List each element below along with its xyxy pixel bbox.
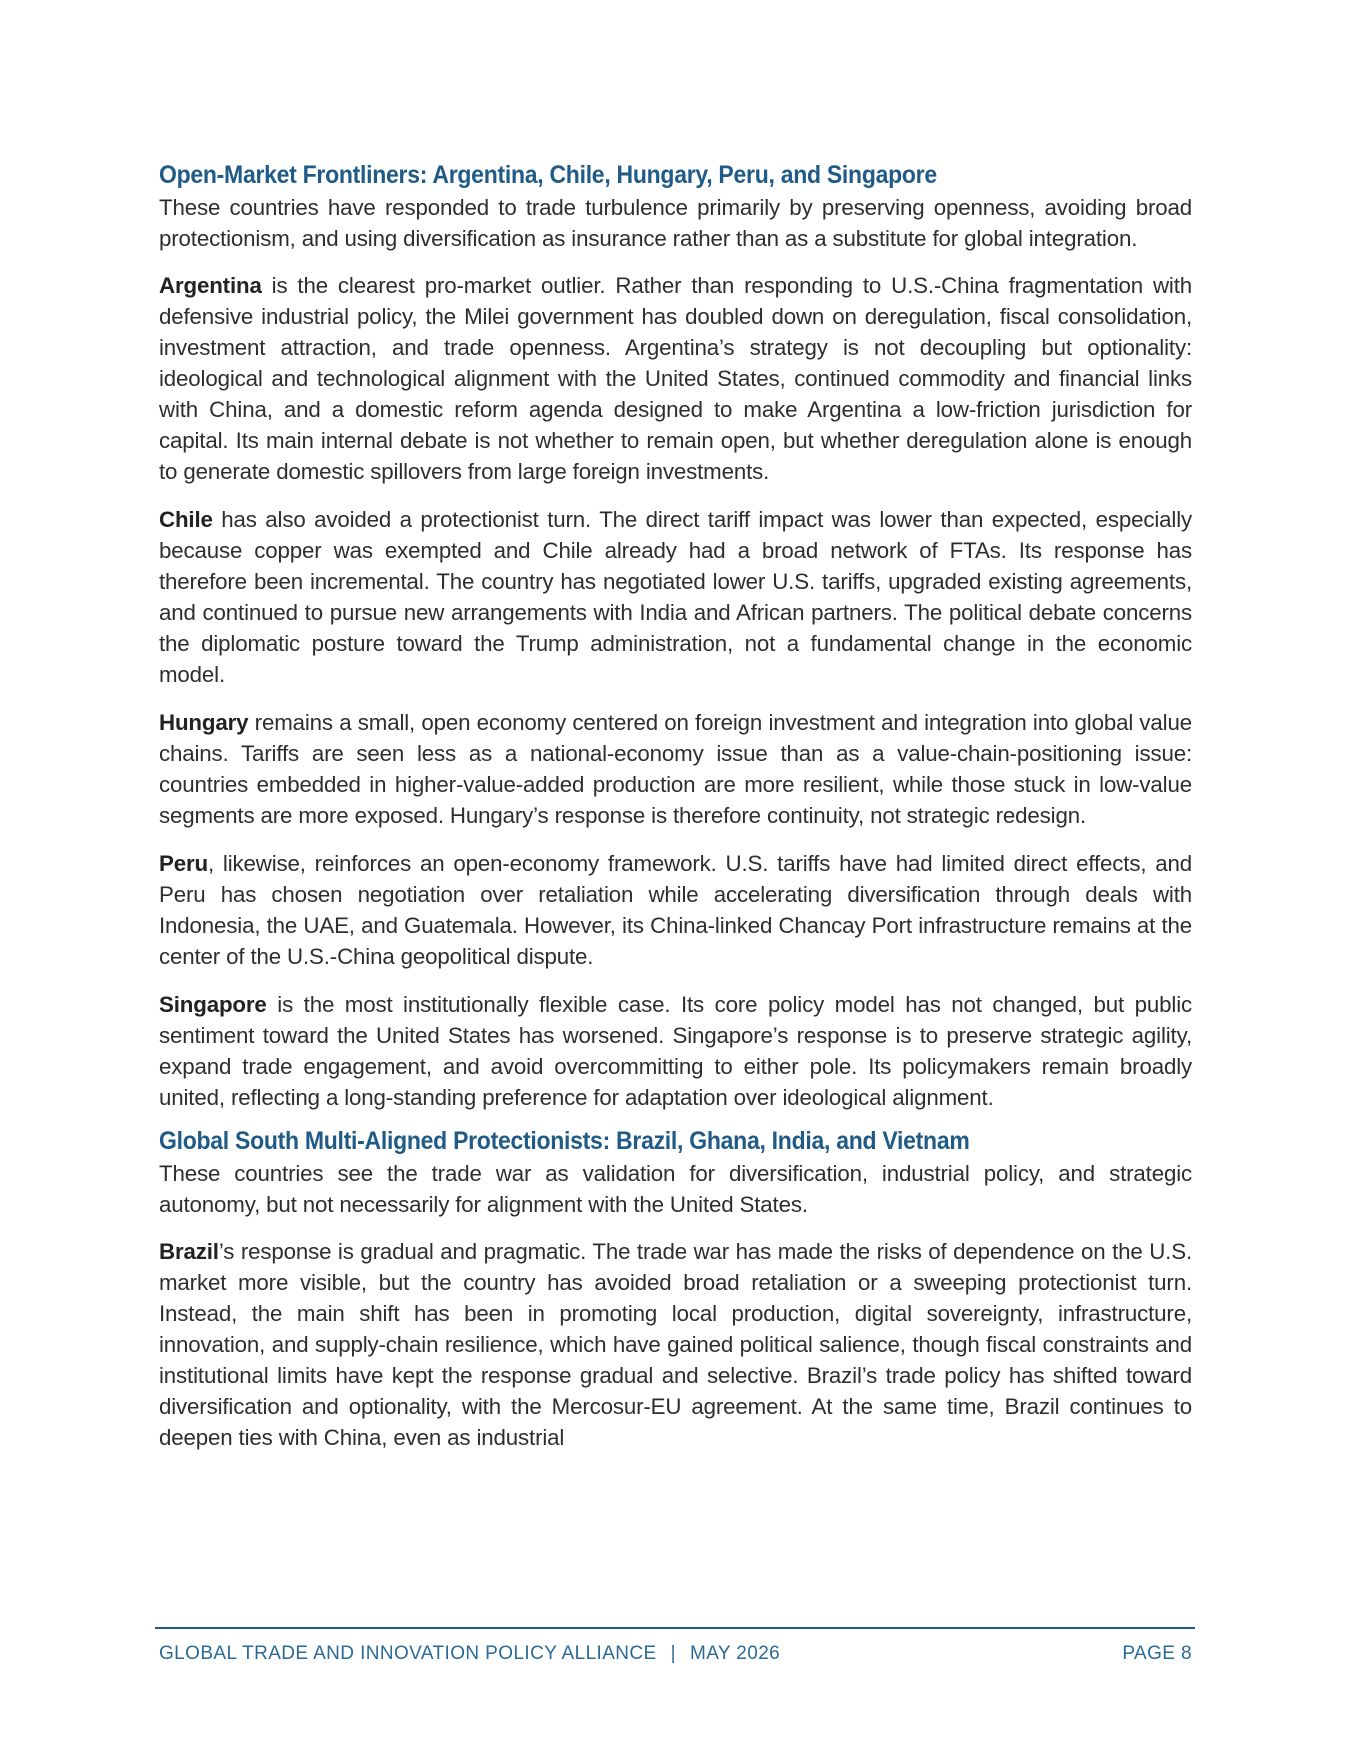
paragraph-argentina <box>159 270 1192 487</box>
country-name-peru: Peru <box>159 851 208 876</box>
footer-date: MAY 2026 <box>689 1643 781 1664</box>
paragraph-text: remains a small, open economy centered on foreign investment and integration into global value chains. Tariffs are seen less as a national-economy issue than as a value-chain-positioning issue: countries embedded in higher-value-added production are more resilient, while those stuck in low-value segments are more exposed. Hungary’s response is therefore continuity, not strategic redesign. <box>159 710 1192 828</box>
paragraph-text: is the clearest pro-market outlier. Rather than responding to U.S.-China fragmentation with defensive industrial policy, the Milei government has doubled down on deregulation, fiscal consolidation, investment attraction, and trade openness. Argentina’s strategy is not decoupling but optionality: ideological and technological alignment with the United States, continued commodity and financial links with China, and a domestic reform agenda designed to make Argentina a low-friction jurisdiction for capital. Its main internal debate is not whether to remain open, but whether deregulation alone is enough to generate domestic spillovers from large foreign investments. <box>159 273 1192 484</box>
paragraph-singapore <box>159 989 1192 1113</box>
paragraph-text: is the most institutionally flexible case. Its core policy model has not changed, but public sentiment toward the United States has worsened. Singapore’s response is to preserve strategic agility, expand trade engagement, and avoid overcommitting to either pole. Its policymakers remain broadly united, reflecting a long-standing preference for adaptation over ideological alignment. <box>159 992 1192 1110</box>
paragraph-brazil <box>159 1236 1192 1453</box>
country-name-chile: Chile <box>159 507 213 532</box>
section-heading-open-market: Open-Market Frontliners: Argentina, Chile, Hungary, Peru, and Singapore <box>159 161 937 189</box>
section-intro-open-market: These countries have responded to trade turbulence primarily by preserving openness, avoiding broad protectionism, and using diversification as insurance rather than as a substitute for global integration. <box>159 195 1192 251</box>
paragraph-peru <box>159 848 1192 972</box>
footer-page-number: PAGE 8 <box>1122 1643 1192 1664</box>
paragraph-hungary <box>159 707 1192 831</box>
country-name-hungary: Hungary <box>159 710 249 735</box>
paragraph-text: , likewise, reinforces an open-economy framework. U.S. tariffs have had limited direct effects, and Peru has chosen negotiation over retaliation while accelerating diversification through deals with Indonesia, the UAE, and Guatemala. However, its China-linked Chancay Port infrastructure remains at the center of the U.S.-China geopolitical dispute. <box>159 851 1192 969</box>
country-name-brazil: Brazil <box>159 1239 219 1264</box>
section-intro-global-south: These countries see the trade war as validation for diversification, industrial policy, and strategic autonomy, but not necessarily for alignment with the United States. <box>159 1161 1192 1217</box>
footer-separator: | <box>670 1643 676 1664</box>
paragraph-text: has also avoided a protectionist turn. The direct tariff impact was lower than expected, especially because copper was exempted and Chile already had a broad network of FTAs. Its response has therefore been incremental. The country has negotiated lower U.S. tariffs, upgraded existing agreements, and continued to pursue new arrangements with India and African partners. The political debate concerns the diplomatic posture toward the Trump administration, not a fundamental change in the economic model. <box>159 507 1192 687</box>
paragraph-chile <box>159 504 1192 690</box>
paragraph-text: ’s response is gradual and pragmatic. The trade war has made the risks of dependence on the U.S. market more visible, but the country has avoided broad retaliation or a sweeping protectionist turn. Instead, the main shift has been in promoting local production, digital sovereignty, infrastructure, innovation, and supply-chain resilience, which have gained political salience, though fiscal constraints and institutional limits have kept the response gradual and selective. Brazil’s trade policy has shifted toward diversification and optionality, with the Mercosur-EU agreement. At the same time, Brazil continues to deepen ties with China, even as industrial <box>159 1239 1192 1450</box>
section-heading-global-south: Global South Multi-Aligned Protectionists: Brazil, Ghana, India, and Vietnam <box>159 1127 970 1155</box>
footer-organization: GLOBAL TRADE AND INNOVATION POLICY ALLIANCE <box>159 1643 657 1664</box>
footer-left <box>159 1641 780 1667</box>
footer-divider <box>155 1627 1195 1629</box>
country-name-argentina: Argentina <box>159 273 262 298</box>
page-content <box>159 158 1192 1470</box>
country-name-singapore: Singapore <box>159 992 267 1017</box>
